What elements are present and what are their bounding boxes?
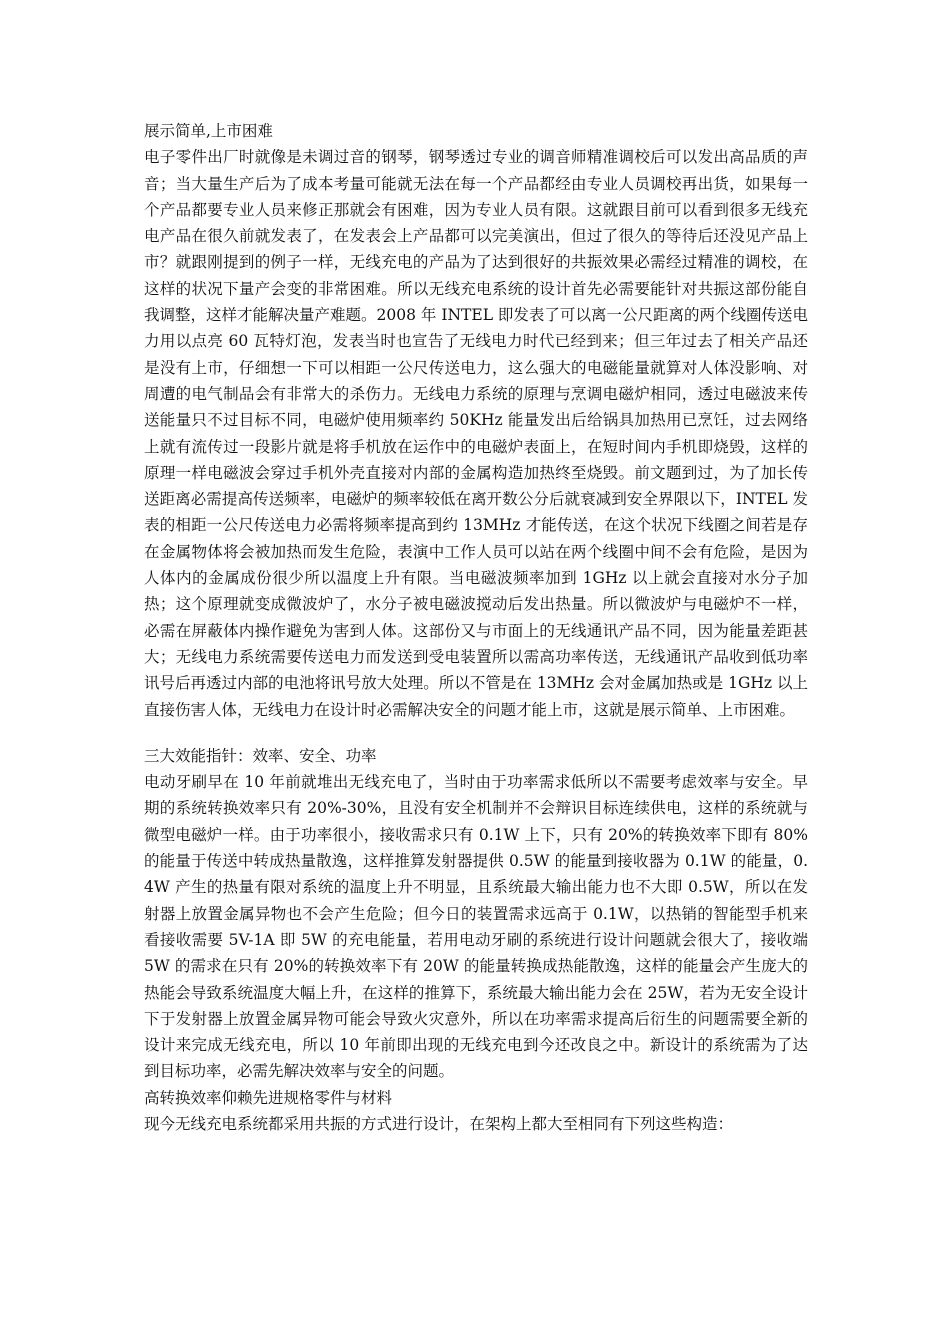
section-body-performance-metrics: 电动牙刷早在 10 年前就堆出无线充电了，当时由于功率需求低所以不需要考虑效率与安全。早期的系统转换效率只有 20%-30%，且没有安全机制并不会辩识目标连续供电，这样的系统就与微型电磁炉一样。由于功率很小，接收需求只有 0.1W 上下，只有 20%的转换效率下即有 80%的能量于传送中转成热量散逸，这样推算发射器提供 0.5W 的能量到接收器为 0.1W 的能量，0.4W 产生的热量有限对系统的温度上升不明显，且系统最大输出能力也不大即 0.5W，所以在发射器上放置金属异物也不会产生危险；但今日的装置需求远高于 0.1W，以热销的智能型手机来看接收需要 5V-1A 即 5W 的充电能量，若用电动牙刷的系统进行设计问题就会很大了，接收端 5W 的需求在只有 20%的转换效率下有 20W 的能量转换成热能散逸，这样的能量会产生庞大的热能会导致系统温度大幅上升，在这样的推算下，系统最大输出能力会在 25W，若为无安全设计下于发射器上放置金属异物可能会导致火灾意外，所以在功率需求提高后衍生的问题需要全新的设计来完成无线充电，所以 10 年前即出现的无线充电到今还改良之中。新设计的系统需为了达到目标功率，必需先解决效率与安全的问题。 — [144, 773, 808, 1081]
document-content — [144, 118, 808, 1137]
section-heading-high-efficiency: 高转换效率仰赖先进规格零件与材料 — [144, 1088, 393, 1107]
section-body-display-simple: 电子零件出厂时就像是未调过音的钢琴，钢琴透过专业的调音师精准调校后可以发出高品质的声音；当大量生产后为了成本考量可能就无法在每一个产品都经由专业人员调校再出货，如果每一个产品都要专业人员来修正那就会有困难，因为专业人员有限。这就跟目前可以看到很多无线充电产品在很久前就发表了，在发表会上产品都可以完美演出，但过了很久的等待后还没见产品上市？就跟刚提到的例子一样，无线充电的产品为了达到很好的共振效果必需经过精准的调校，在这样的状况下量产会变的非常困难。所以无线充电系统的设计首先必需要能针对共振这部份能自我调整，这样才能解决量产难题。2008 年 INTEL 即发表了可以离一公尺距离的两个线圈传送电力用以点亮 60 瓦特灯泡，发表当时也宣告了无线电力时代已经到来；但三年过去了相关产品还是没有上市，仔细想一下可以相距一公尺传送电力，这么强大的电磁能量就算对人体没影响、对周遭的电气制品会有非常大的杀伤力。无线电力系统的原理与烹调电磁炉相同，透过电磁波来传送能量只不过目标不同，电磁炉使用频率约 50KHz 能量发出后给锅具加热用已烹饪，过去网络上就有流传过一段影片就是将手机放在运作中的电磁炉表面上，在短时间内手机即烧毁，这样的原理一样电磁波会穿过手机外壳直接对内部的金属构造加热终至烧毁。前文题到过，为了加长传送距离必需提高传送频率，电磁炉的频率较低在离开数公分后就衰减到安全界限以下，INTEL 发表的相距一公尺传送电力必需将频率提高到约 13MHz 才能传送，在这个状况下线圈之间若是存在金属物体将会被加热而发生危险，表演中工作人员可以站在两个线圈中间不会有危险，是因为人体内的金属成份很少所以温度上升有限。当电磁波频率加到 1GHz 以上就会直接对水分子加热；这个原理就变成微波炉了，水分子被电磁波搅动后发出热量。所以微波炉与电磁炉不一样，必需在屏蔽体内操作避免为害到人体。这部份又与市面上的无线通讯产品不同，因为能量差距甚大；无线电力系统需要传送电力而发送到受电装置所以需高功率传送，无线通讯产品收到低功率讯号后再透过内部的电池将讯号放大处理。所以不管是在 13MHz 会对金属加热或是 1GHz 以上直接伤害人体，无线电力在设计时必需解决安全的问题才能上市，这就是展示简单、上市困难。 — [144, 148, 808, 719]
paragraph-gap — [144, 723, 808, 743]
section-heading-performance-metrics: 三大效能指针：效率、安全、功率 — [144, 746, 377, 765]
section-body-high-efficiency: 现今无线充电系统都采用共振的方式进行设计，在架构上都大至相同有下列这些构造： — [144, 1114, 734, 1133]
section-heading-display-simple: 展示简单,上市困难 — [144, 122, 273, 140]
